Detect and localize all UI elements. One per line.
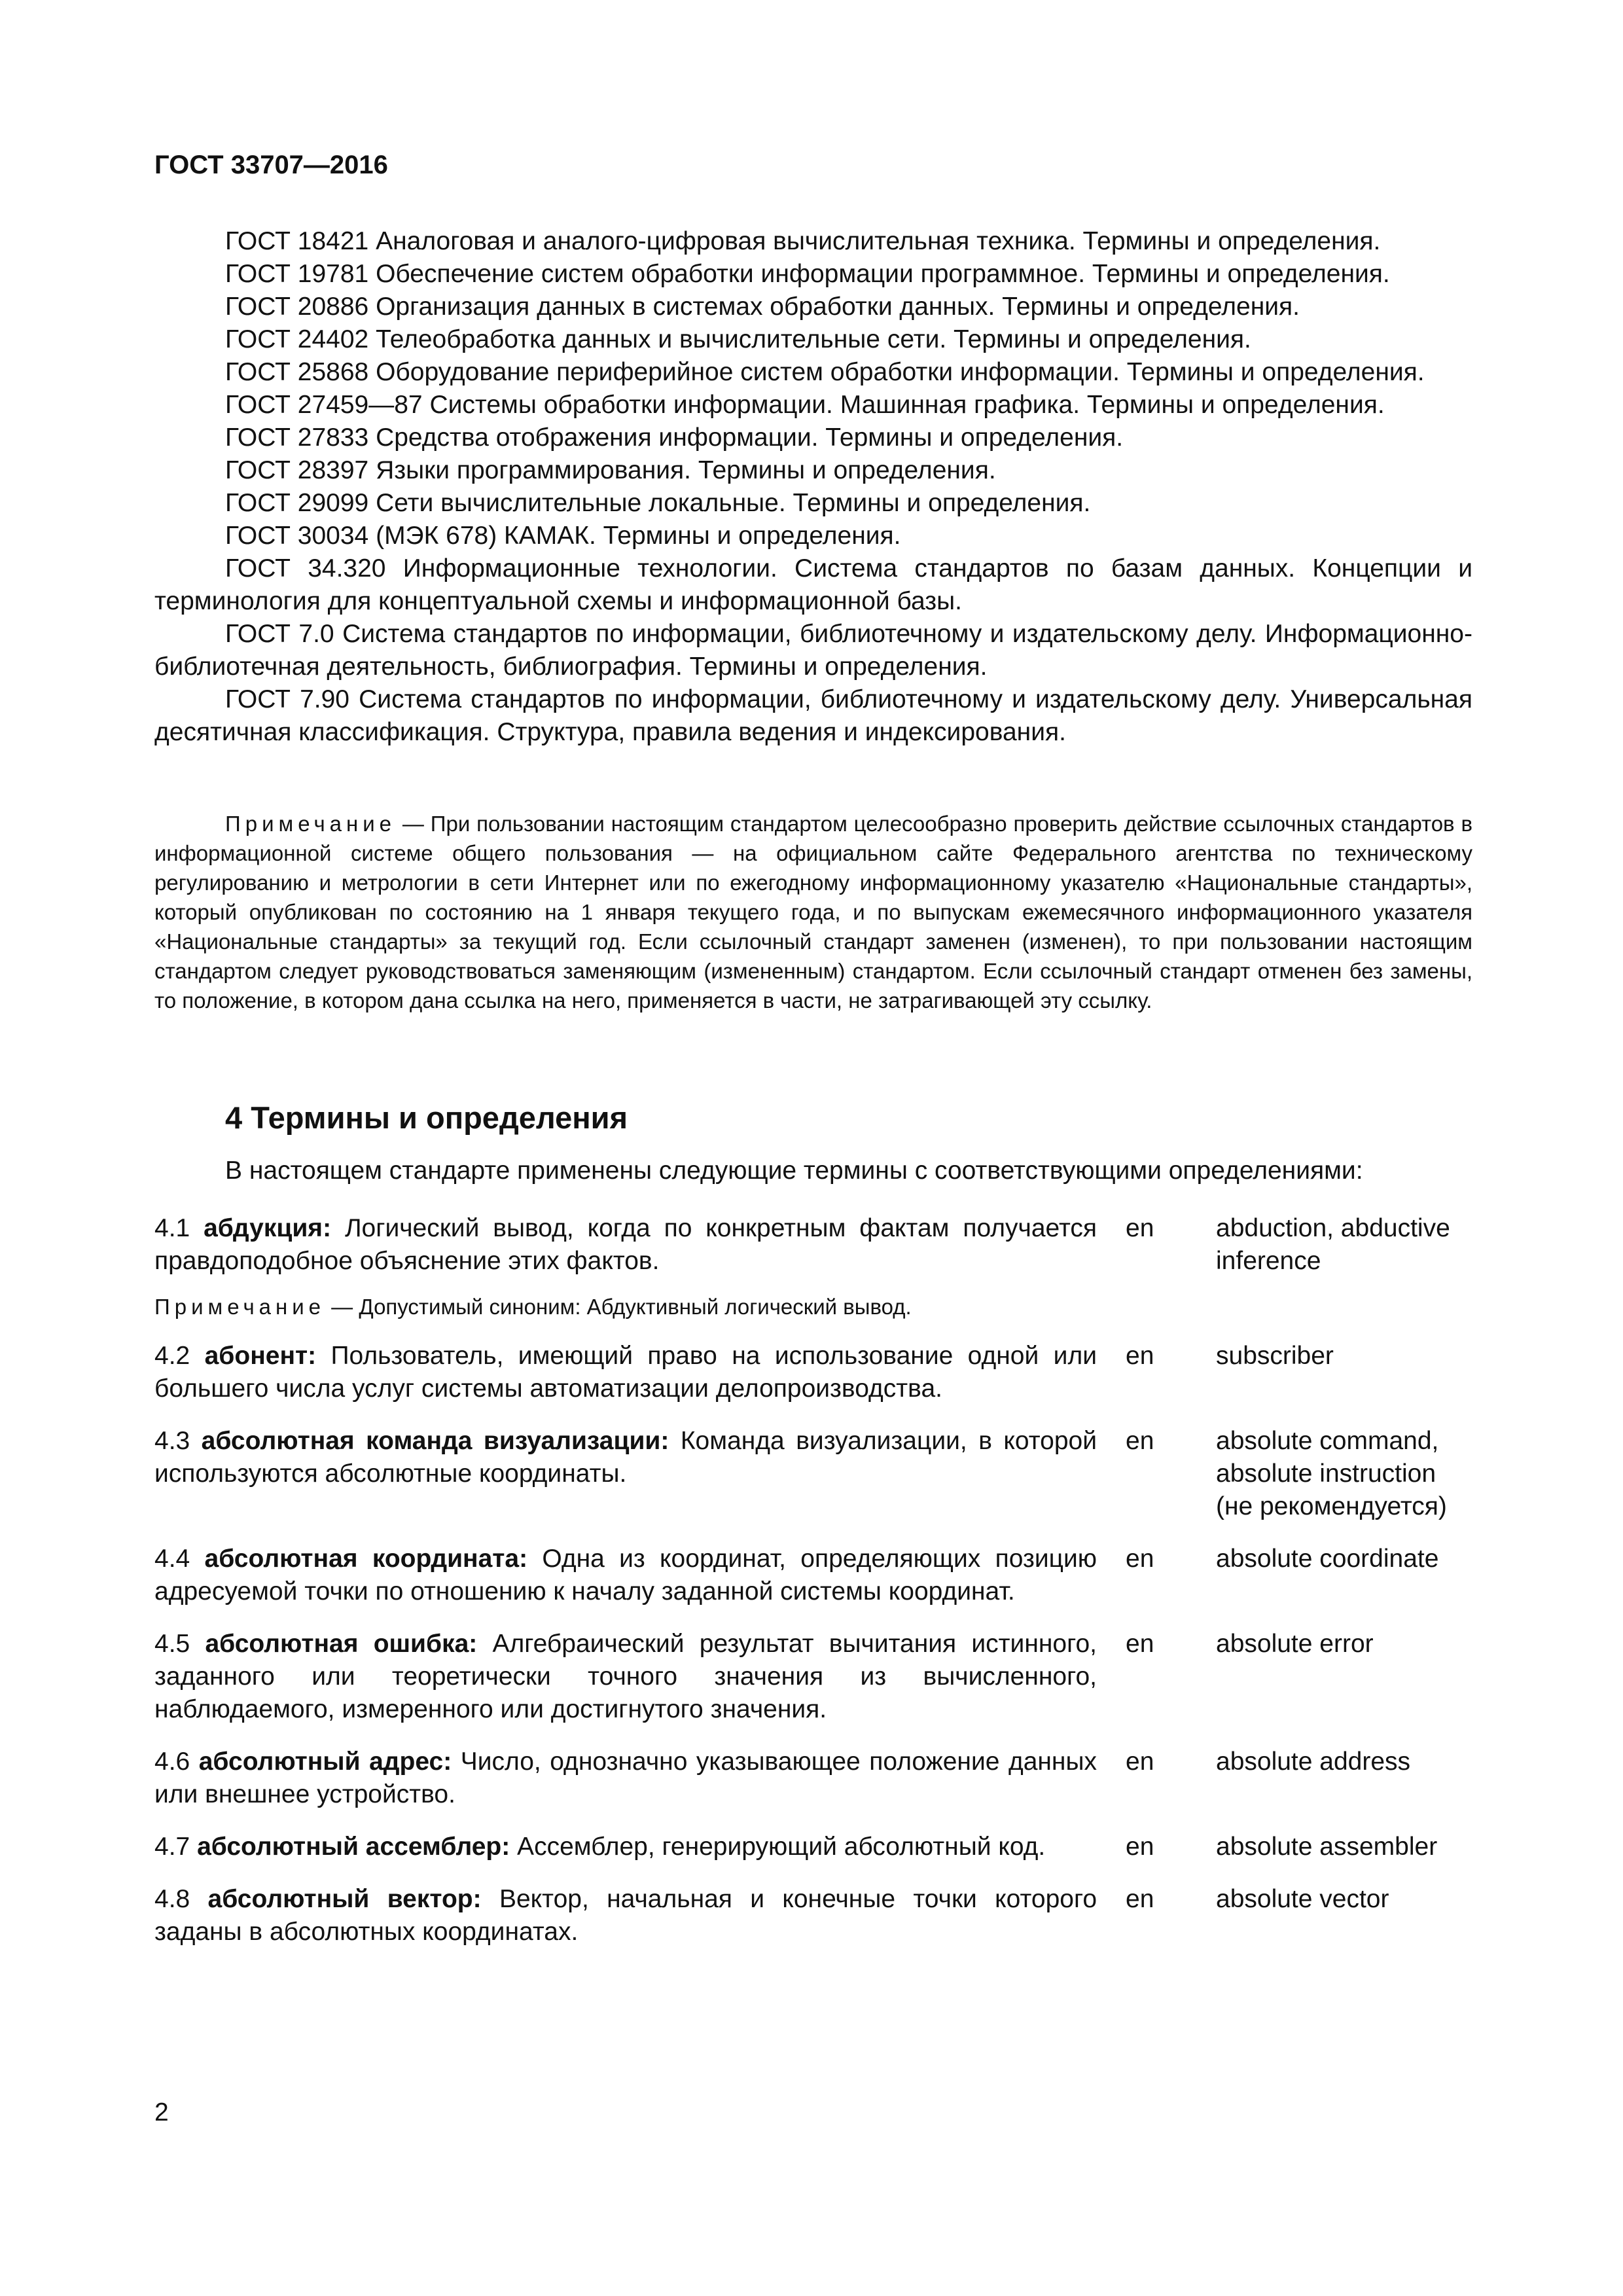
terms-list [154, 1212, 1472, 1948]
term-english: subscriber [1216, 1342, 1334, 1370]
term-lang: en [1126, 1885, 1154, 1913]
term-name: абсолютный ассемблер: [197, 1833, 510, 1861]
normative-references [154, 225, 1472, 749]
reference-item: ГОСТ 24402 Телеобработка данных и вычислительные сети. Термины и определения. [225, 325, 1251, 353]
term-number: 4.4 [154, 1545, 190, 1573]
reference-item: ГОСТ 7.0 Система стандартов по информации, библиотечному и издательскому делу. Информационно- библиотечная деятельность, библиография. Термины и определения. [154, 620, 1472, 681]
term-entry [154, 1883, 1472, 1948]
reference-item: ГОСТ 28397 Языки программирования. Термины и определения. [225, 456, 996, 484]
term-text: Алгебраический результат вычитания истинного, заданного или теоретически точного значения из вычисленного, наблюдаемого, измеренного или достигнутого значения. [154, 1630, 1097, 1723]
note-label: Примечание [225, 812, 397, 836]
term-lang: en [1126, 1545, 1154, 1573]
term-note-text: — Допустимый синоним: Абдуктивный логический вывод. [325, 1295, 912, 1319]
term-english: absolute address [1216, 1748, 1411, 1776]
term-definition [154, 1425, 1097, 1523]
term-entry [154, 1340, 1472, 1405]
term-number: 4.1 [154, 1214, 190, 1242]
term-entry [154, 1543, 1472, 1608]
term-english: absolute coordinate [1216, 1545, 1439, 1573]
term-number: 4.3 [154, 1427, 190, 1455]
term-name: абсолютная ошибка: [205, 1630, 478, 1658]
section-intro: В настоящем стандарте применены следующие термины с соответствующими определениями: [225, 1157, 1363, 1185]
term-entry [154, 1831, 1472, 1863]
term-english: absolute vector [1216, 1885, 1389, 1913]
reference-item: ГОСТ 30034 (МЭК 678) КАМАК. Термины и определения. [225, 522, 901, 550]
page-number: 2 [154, 2098, 169, 2126]
note-text: — При пользовании настоящим стандартом целесообразно проверить действие ссылочных стандартов в информационной системе общего пользования — на официальном сайте Федерального агентства по техническому регулированию и метрологии в сети Интернет или по ежегодному информационному указателю «Национальные стандарты», который опубликован по состоянию на 1 января текущего года, и по выпускам ежемесячного информационного указателя «Национальные стандарты» за текущий год. Если ссылочный стандарт заменен (изменен), то при пользовании настоящим стандартом следует руководствоваться заменяющим (измененным) стандартом. Если ссылочный стандарт отменен без замены, то положение, в котором дана ссылка на него, применяется в части, не затрагивающей эту ссылку. [154, 812, 1472, 1013]
term-number: 4.2 [154, 1342, 190, 1370]
term-definition [154, 1831, 1097, 1863]
term-name: абонент: [204, 1342, 317, 1370]
term-english: absolute assembler [1216, 1833, 1438, 1861]
term-definition [154, 1883, 1097, 1948]
term-number: 4.8 [154, 1885, 190, 1913]
term-english: abduction, abductive inference [1216, 1214, 1450, 1275]
term-number: 4.7 [154, 1833, 190, 1861]
reference-item: ГОСТ 18421 Аналоговая и аналого-цифровая вычислительная техника. Термины и определения. [225, 227, 1381, 255]
reference-item: ГОСТ 27459—87 Системы обработки информации. Машинная графика. Термины и определения. [225, 391, 1385, 419]
reference-item: ГОСТ 7.90 Система стандартов по информации, библиотечному и издательскому делу. Универсальная десятичная классификация. Структура, правила ведения и индексирования. [154, 685, 1472, 746]
term-number: 4.5 [154, 1630, 190, 1658]
reference-item: ГОСТ 25868 Оборудование периферийное систем обработки информации. Термины и определения. [225, 358, 1425, 386]
term-text: Команда визуализации, в которой используются абсолютные координаты. [154, 1427, 1097, 1488]
term-english: absolute error [1216, 1630, 1374, 1658]
term-entry [154, 1212, 1472, 1278]
reference-item: ГОСТ 20886 Организация данных в системах обработки данных. Термины и определения. [225, 293, 1300, 321]
term-text: Одна из координат, определяющих позицию адресуемой точки по отношению к началу заданной системы координат. [154, 1545, 1097, 1605]
reference-item: ГОСТ 19781 Обеспечение систем обработки информации программное. Термины и определения. [225, 260, 1390, 288]
term-name: абсолютный адрес: [198, 1748, 452, 1776]
term-lang: en [1126, 1214, 1154, 1242]
term-entry [154, 1425, 1472, 1523]
term-lang: en [1126, 1342, 1154, 1370]
term-entry [154, 1746, 1472, 1811]
term-text: Пользователь, имеющий право на использование одной или большего числа услуг системы автоматизации делопроизводства. [154, 1342, 1097, 1403]
document-header: ГОСТ 33707—2016 [154, 151, 388, 179]
term-lang: en [1126, 1427, 1154, 1455]
term-name: абсолютная команда визуализации: [201, 1427, 669, 1455]
term-text: Логический вывод, когда по конкретным фактам получается правдоподобное объяснение этих фактов. [154, 1214, 1097, 1275]
note-paragraph [154, 809, 1472, 1015]
term-text: Ассемблер, генерирующий абсолютный код. [510, 1833, 1046, 1861]
reference-item: ГОСТ 29099 Сети вычислительные локальные. Термины и определения. [225, 489, 1091, 517]
term-text: Число, однозначно указывающее положение данных или внешнее устройство. [154, 1748, 1097, 1808]
term-note-label: Примечание [154, 1295, 326, 1319]
term-lang: en [1126, 1748, 1154, 1776]
section-title: 4 Термины и определения [225, 1100, 628, 1135]
term-lang: en [1126, 1630, 1154, 1658]
reference-item: ГОСТ 34.320 Информационные технологии. Система стандартов по базам данных. Концепции и терминология для концептуальной схемы и информационной базы. [154, 554, 1472, 615]
term-definition [154, 1340, 1097, 1405]
term-definition [154, 1746, 1097, 1811]
term-number: 4.6 [154, 1748, 190, 1776]
term-note [154, 1292, 1472, 1321]
references-note [154, 809, 1472, 1015]
term-name: абсолютная координата: [204, 1545, 528, 1573]
term-entry [154, 1628, 1472, 1726]
term-definition [154, 1543, 1097, 1608]
term-name: абдукция: [204, 1214, 332, 1242]
reference-item: ГОСТ 27833 Средства отображения информации. Термины и определения. [225, 423, 1124, 452]
term-lang: en [1126, 1833, 1154, 1861]
term-definition [154, 1628, 1097, 1726]
term-definition [154, 1212, 1097, 1278]
term-english: absolute command, absolute instruction (не рекомендуется) [1216, 1427, 1447, 1520]
term-text: Вектор, начальная и конечные точки которого заданы в абсолютных координатах. [154, 1885, 1097, 1946]
term-name: абсолютный вектор: [207, 1885, 482, 1913]
